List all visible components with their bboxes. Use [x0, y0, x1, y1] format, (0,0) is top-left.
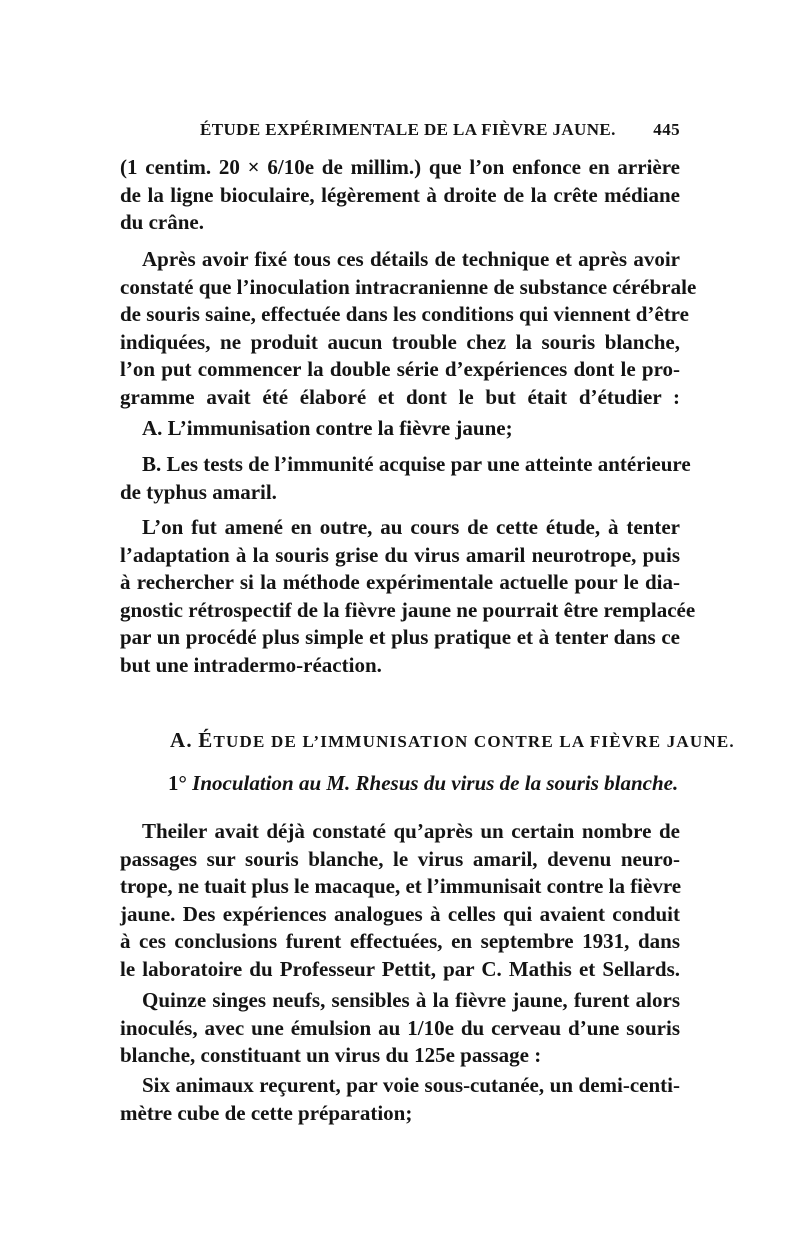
- subsection-number: 1°: [168, 771, 187, 795]
- text-line: du crâne.: [120, 210, 204, 235]
- text-line: Theiler avait déjà constaté qu’après un certain nombre de: [142, 819, 680, 843]
- text-line: de typhus amaril.: [120, 479, 277, 504]
- running-title: ÉTUDE EXPÉRIMENTALE DE LA FIÈVRE JAUNE.: [200, 120, 616, 139]
- text-line: à rechercher si la méthode expérimentale actuelle pour le dia-: [120, 570, 680, 595]
- text-line: jaune. Des expériences analogues à celles qui avaient conduit: [120, 901, 680, 926]
- section-heading: [170, 728, 735, 753]
- text-line: l’on put commencer la double série d’expériences dont le pro-: [120, 357, 680, 382]
- subsection-title: Inoculation au M. Rhesus du virus de la souris blanche.: [192, 771, 679, 795]
- text-line: à ces conclusions furent effectuées, en septembre 1931, dans: [120, 929, 680, 954]
- text-line: l’adaptation à la souris grise du virus amaril neurotrope, puis: [120, 542, 680, 567]
- text-line: gnostic rétrospectif de la fièvre jaune ne pourrait être remplacée: [120, 597, 696, 622]
- paragraph-adaptation: [120, 514, 696, 680]
- text-line: mètre cube de cette préparation;: [120, 1100, 413, 1125]
- section-title: TUDE DE L’IMMUNISATION CONTRE LA FIÈVRE JAUNE.: [213, 732, 735, 751]
- text-line: B. Les tests de l’immunité acquise par une atteinte antérieure: [142, 452, 691, 476]
- text-line: blanche, constituant un virus du 125e passage :: [120, 1043, 542, 1068]
- text-line: Quinze singes neufs, sensibles à la fièvre jaune, furent alors: [142, 988, 680, 1012]
- text-line: gramme avait été élaboré et dont le but était d’étudier :: [120, 384, 680, 409]
- paragraph-technique: [120, 246, 697, 412]
- page-number: 445: [653, 120, 680, 139]
- text-line: L’on fut amené en outre, au cours de cette étude, à tenter: [142, 515, 680, 539]
- running-head: [120, 120, 680, 144]
- text-line: par un procédé plus simple et plus pratique et à tenter dans ce: [120, 625, 680, 650]
- text-line: constaté que l’inoculation intracranienne de substance cérébrale: [120, 274, 697, 299]
- paragraph-quinze-singes: [120, 987, 680, 1070]
- text-line: inoculés, avec une émulsion au 1/10e du cerveau d’une souris: [120, 1015, 680, 1040]
- list-item-b: [120, 451, 691, 506]
- text-line: trope, ne tuait plus le macaque, et l’immunisait contre la fièvre: [120, 874, 682, 899]
- subsection-heading: [168, 771, 688, 796]
- text-line: Après avoir fixé tous ces détails de technique et après avoir: [142, 247, 680, 271]
- text-line: Six animaux reçurent, par voie sous-cutanée, un demi-centi-: [142, 1073, 680, 1097]
- paragraph-continuation: [120, 154, 680, 237]
- list-item-a: [120, 415, 680, 443]
- text-line: (1 centim. 20 × 6/10e de millim.) que l’on enfonce en arrière: [120, 155, 680, 179]
- text-line: le laboratoire du Professeur Pettit, par C. Mathis et Sellards.: [120, 956, 680, 981]
- text-line: but une intradermo-réaction.: [120, 652, 382, 677]
- text-line: A. L’immunisation contre la fièvre jaune;: [142, 416, 513, 440]
- paragraph-six-animaux: [120, 1072, 680, 1127]
- section-initial: É: [198, 728, 214, 752]
- text-line: passages sur souris blanche, le virus amaril, devenu neuro-: [120, 846, 680, 871]
- text-line: de souris saine, effectuée dans les conditions qui viennent d’être: [120, 302, 689, 327]
- text-line: de la ligne bioculaire, légèrement à droite de la crête médiane: [120, 182, 680, 207]
- section-letter: A.: [170, 728, 193, 752]
- paragraph-theiler: [120, 818, 680, 984]
- text-line: indiquées, ne produit aucun trouble chez la souris blanche,: [120, 329, 680, 354]
